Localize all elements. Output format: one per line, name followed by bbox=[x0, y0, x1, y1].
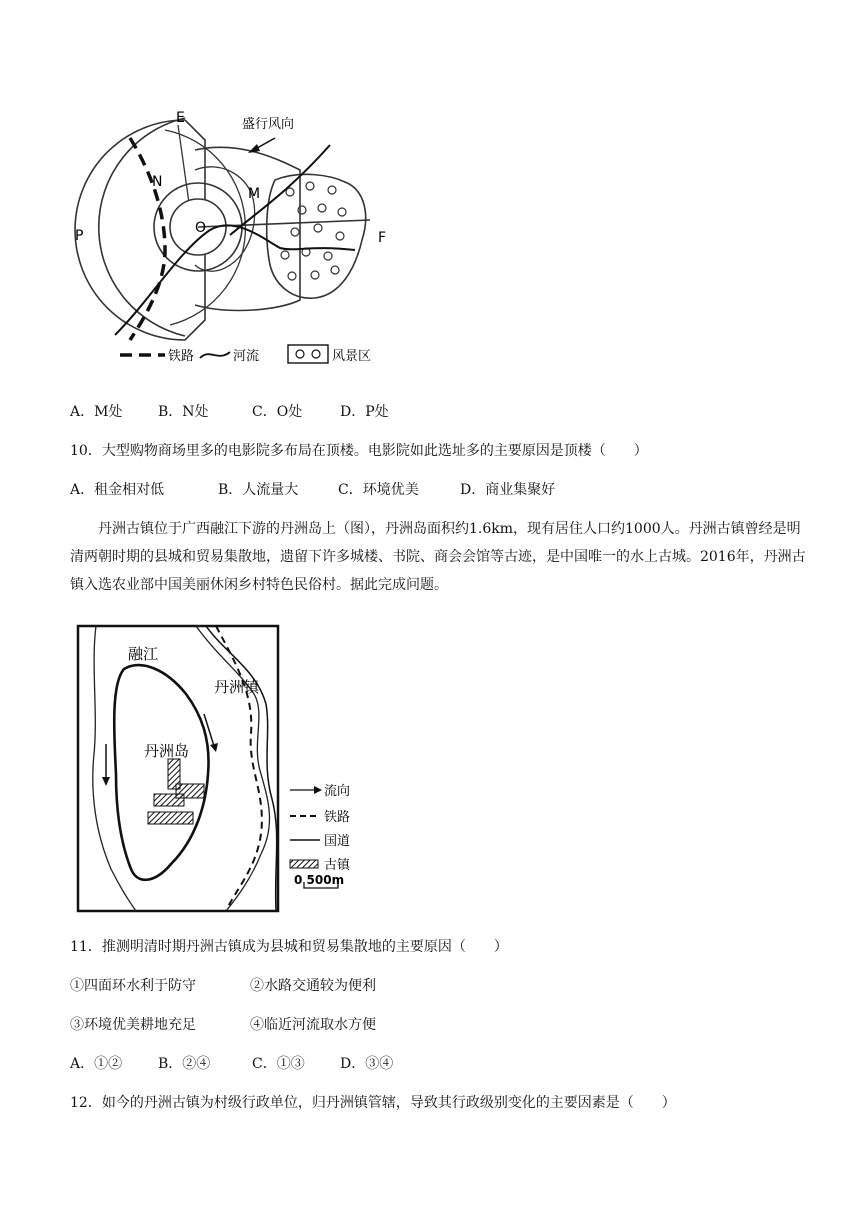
scale-bar: 0 500m bbox=[294, 873, 345, 887]
q11-items-row1 bbox=[70, 976, 376, 996]
q11-items-row2 bbox=[70, 1015, 376, 1035]
town-label: 丹洲镇 bbox=[214, 678, 260, 696]
q12-stem: 12．如今的丹洲古镇为村级行政单位，归丹洲镇管辖，导致其行政级别变化的主要因素是（ ） bbox=[70, 1095, 676, 1111]
island-outline bbox=[114, 665, 208, 880]
national-road bbox=[206, 626, 277, 911]
passage: 丹洲古镇位于广西融江下游的丹洲岛上（图），丹洲岛面积约1.6km，现有居住人口约1000人。丹洲古镇曾经是明清两朝时期的县城和贸易集散地，遗留下许多城楼、书院、商会会馆等古迹，是中国唯一的水上古城。2016年，丹洲古镇入选农业部中国美丽休闲乡村特色民俗村。据此完成问题。 bbox=[70, 521, 806, 593]
legend-flow: 流向 bbox=[324, 784, 351, 799]
q10-options bbox=[70, 480, 555, 500]
q11-option-a[interactable]: A．①② bbox=[70, 1056, 123, 1072]
figure1-legend bbox=[120, 345, 371, 364]
q9-option-c[interactable]: C．O处 bbox=[252, 404, 303, 420]
legend-old-town: 古镇 bbox=[324, 858, 351, 873]
island-label: 丹洲岛 bbox=[144, 742, 190, 760]
q11-option-c[interactable]: C．①③ bbox=[252, 1056, 305, 1072]
q11-item-4: ④临近河流取水方便 bbox=[250, 1017, 376, 1033]
label-e: E bbox=[176, 110, 185, 126]
old-town-blocks bbox=[148, 759, 204, 824]
legend-road: 国道 bbox=[324, 834, 351, 849]
q9-options bbox=[70, 402, 389, 422]
q10-option-c[interactable]: C．环境优美 bbox=[338, 482, 419, 498]
q10-stem: 10．大型购物商场里多的电影院多布局在顶楼。电影院如此选址多的主要原因是顶楼（ ） bbox=[70, 443, 648, 459]
scenic-dots bbox=[281, 182, 346, 280]
legend-rail: 铁路 bbox=[324, 810, 351, 825]
q11-stem: 11．推测明清时期丹洲古镇成为县城和贸易集散地的主要原因（ ） bbox=[70, 939, 508, 955]
q9-option-d[interactable]: D．P处 bbox=[340, 404, 389, 420]
q9-option-a[interactable]: A．M处 bbox=[70, 404, 123, 420]
city-layout-map bbox=[70, 100, 400, 370]
q11-options bbox=[70, 1054, 393, 1074]
q10-option-d[interactable]: D．商业集聚好 bbox=[460, 482, 556, 498]
figure2-legend bbox=[290, 783, 351, 888]
q11-option-d[interactable]: D．③④ bbox=[340, 1056, 394, 1072]
legend-railway: 铁路 bbox=[168, 349, 195, 364]
label-f: F bbox=[378, 230, 387, 246]
q11-item-3: ③环境优美耕地充足 bbox=[70, 1017, 196, 1033]
q11-item-1: ①四面环水利于防守 bbox=[70, 978, 196, 994]
q10-option-a[interactable]: A．租金相对低 bbox=[70, 482, 165, 498]
river-label: 融江 bbox=[128, 645, 159, 663]
danzhou-island-map bbox=[76, 624, 376, 914]
label-p: P bbox=[75, 228, 84, 244]
label-n: N bbox=[152, 174, 163, 190]
q11-option-b[interactable]: B．②④ bbox=[158, 1056, 211, 1072]
river-bank-right bbox=[196, 626, 270, 911]
legend-scenic: 风景区 bbox=[332, 349, 372, 364]
wind-label: 盛行风向 bbox=[242, 117, 295, 132]
label-m: M bbox=[248, 186, 261, 202]
legend-river: 河流 bbox=[233, 349, 260, 364]
label-o: O bbox=[195, 220, 207, 236]
q10-option-b[interactable]: B．人流量大 bbox=[218, 482, 299, 498]
q9-option-b[interactable]: B．N处 bbox=[158, 404, 209, 420]
q11-item-2: ②水路交通较为便利 bbox=[250, 978, 376, 994]
